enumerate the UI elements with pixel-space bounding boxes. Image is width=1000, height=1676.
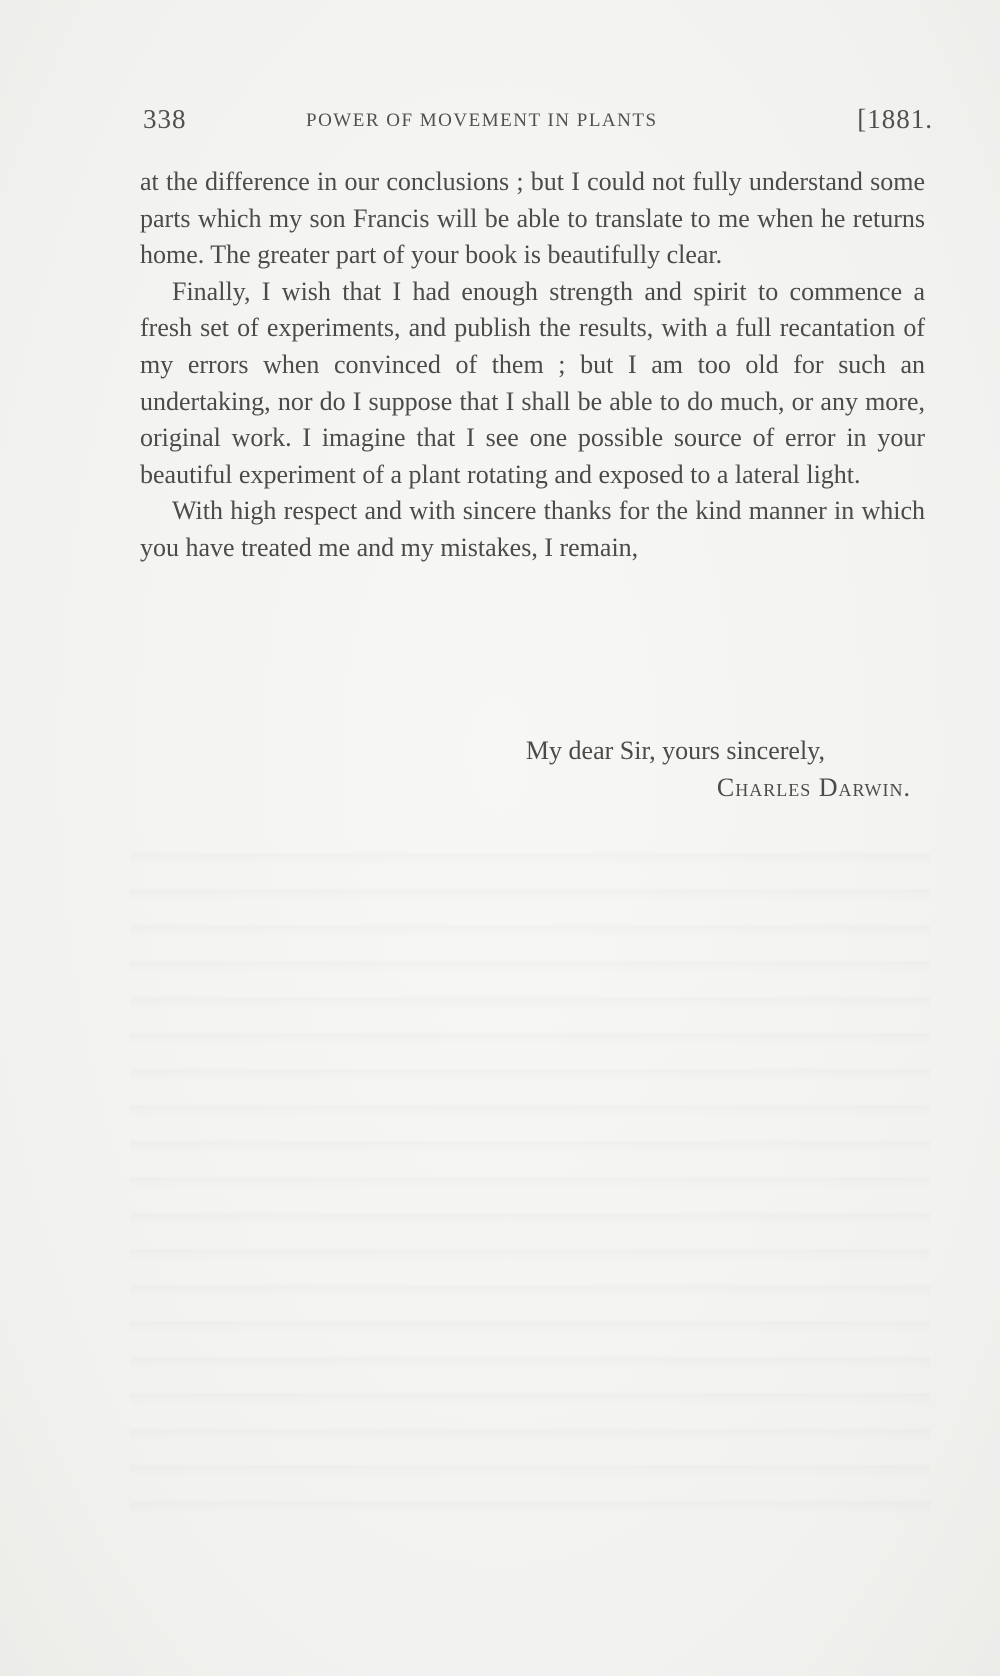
paragraph-3: With high respect and with sincere thanks for the kind manner in which you have treated me and my mistakes, I remain, — [140, 496, 925, 562]
body-text — [140, 164, 925, 567]
running-year: [1881. — [857, 104, 933, 134]
paragraph-2: Finally, I wish that I had enough strength and spirit to commence a fresh set of experiments, and publish the results, with a full recantation of my errors when convinced of them ; but I am too old for such an undertaking, nor do I suppose that I shall be able to do much, or any more, original work. I imagine that I see one possible source of error in your beautiful experiment of a plant rotating and exposed to a lateral light. — [140, 276, 925, 489]
paragraph-1: at the difference in our conclusions ; but I could not fully understand some parts which my son Francis will be able to translate to me when he returns home. The greater part of your book is beautifully clear. — [140, 167, 925, 270]
page-number: 338 — [143, 104, 187, 134]
signature: Charles Darwin. — [716, 773, 911, 802]
running-head — [143, 104, 933, 144]
running-title: POWER OF MOVEMENT IN PLANTS — [306, 110, 658, 131]
letter-closing — [140, 732, 925, 806]
show-through-texture — [130, 830, 930, 1530]
valediction: My dear Sir, yours sincerely, — [525, 736, 825, 765]
